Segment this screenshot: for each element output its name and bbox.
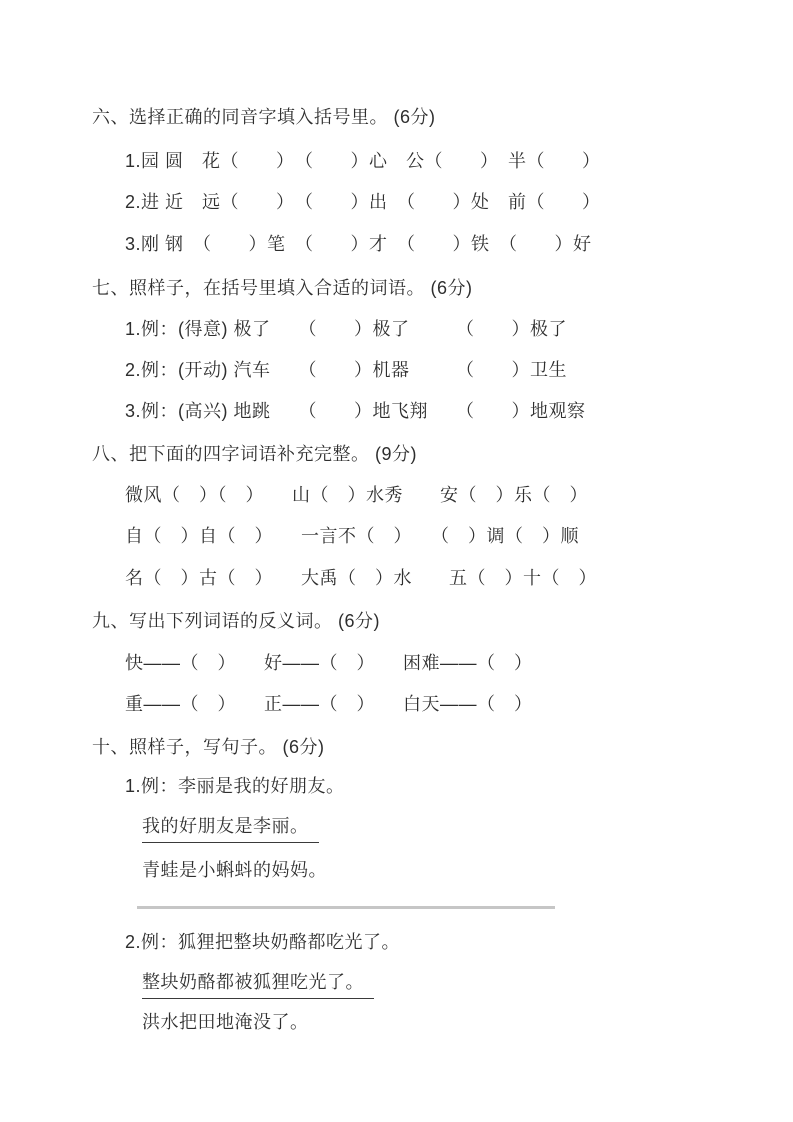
section-6-heading: 六、选择正确的同音字填入括号里。 (6分) [92,107,436,127]
section-9-row-1: 快——（ ） 好——（ ） 困难——（ ） [125,653,533,673]
section-7-row-3: 3.例：(高兴) 地跳 （ ）地飞翔 （ ）地观察 [125,401,586,421]
section-6-row-1: 1.园 圆 花（ ） （ ）心 公（ ） 半（ ） [125,151,601,171]
section-divider [137,906,555,909]
section-8-row-1: 微风（ ）（ ） 山（ ）水秀 安（ ）乐（ ） [125,485,588,505]
section-9-heading: 九、写出下列词语的反义词。 (6分) [92,611,380,631]
section-7-row-1: 1.例：(得意) 极了 （ ）极了 （ ）极了 [125,319,567,339]
section-8-heading: 八、把下面的四字词语补充完整。 (9分) [92,444,417,464]
section-7-row-2: 2.例：(开动) 汽车 （ ）机器 （ ）卫生 [125,360,567,380]
section-10-item-2-rewritten-underlined: 整块奶酪都被狐狸吃光了。 [142,970,374,999]
section-6-row-3: 3.刚 钢 （ ）笔 （ ）才 （ ）铁 （ ）好 [125,234,592,254]
section-10-item-1-exercise: 青蛙是小蝌蚪的妈妈。 [142,860,327,880]
section-8-row-2: 自（ ）自（ ） 一言不（ ） （ ）调（ ）顺 [125,526,579,546]
section-7-heading: 七、照样子，在括号里填入合适的词语。 (6分) [92,278,473,298]
section-10-item-1-rewritten-underlined: 我的好朋友是李丽。 [142,814,319,843]
section-10-item-2-example: 2.例：狐狸把整块奶酪都吃光了。 [125,932,401,952]
section-10-heading: 十、照样子，写句子。 (6分) [92,737,325,757]
section-8-row-3: 名（ ）古（ ） 大禹（ ）水 五（ ）十（ ） [125,568,597,588]
section-10-item-2-exercise: 洪水把田地淹没了。 [142,1012,309,1032]
section-9-row-2: 重——（ ） 正——（ ） 白天——（ ） [125,694,533,714]
section-10-item-1-example: 1.例：李丽是我的好朋友。 [125,776,345,796]
section-6-row-2: 2.进 近 远（ ） （ ）出 （ ）处 前（ ） [125,192,601,212]
